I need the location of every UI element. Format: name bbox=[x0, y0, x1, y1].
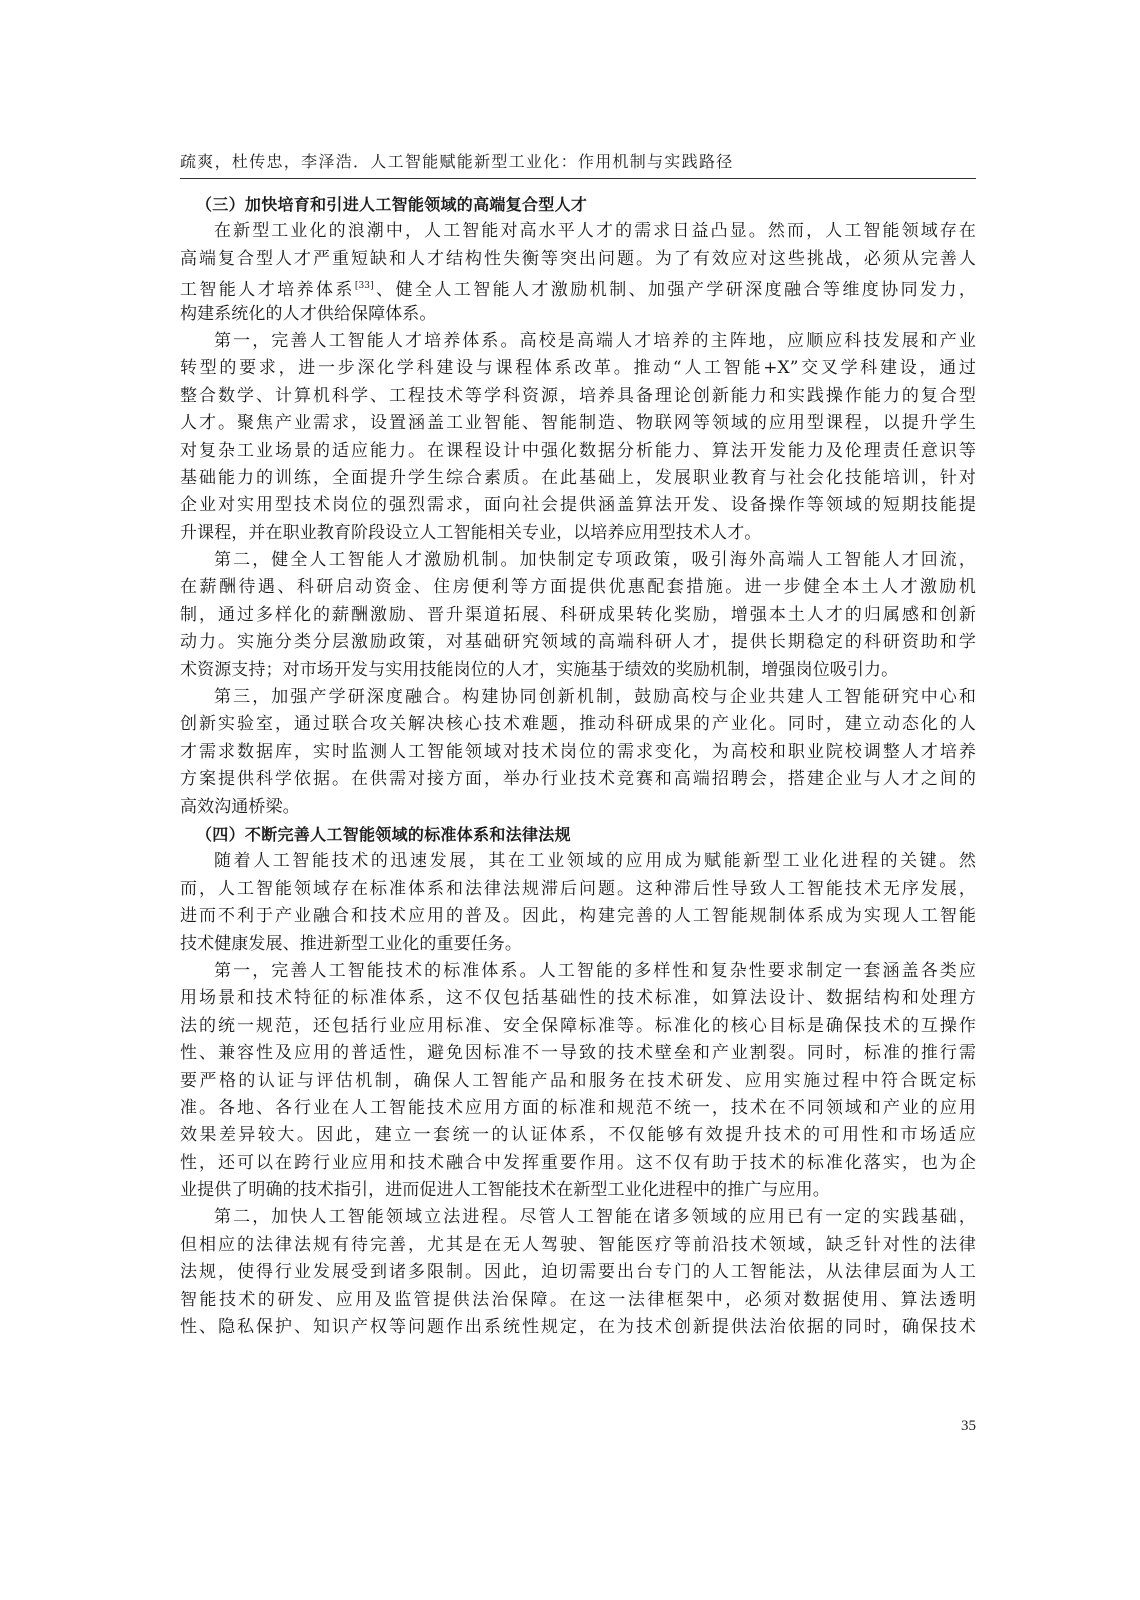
section-heading: （三）加快培育和引进人工智能领域的高端复合型人才 bbox=[196, 195, 588, 214]
text-line: 随着人工智能技术的迅速发展，其在工业领域的应用成为赋能新型工业化进程的关键。然 bbox=[214, 851, 976, 872]
text-line: 创新实验室，通过联合攻关解决核心技术难题，推动科研成果的产业化。同时，建立动态化的人 bbox=[180, 714, 976, 735]
paragraph bbox=[180, 958, 976, 1205]
section-heading: （四）不断完善人工智能领域的标准体系和法律法规 bbox=[196, 824, 571, 844]
text-line: 而，人工智能领域存在标准体系和法律法规滞后问题。这种滞后性导致人工智能技术无序发展， bbox=[180, 878, 976, 899]
text-line: 企业对实用型技术岗位的强烈需求，面向社会提供涵盖算法开发、设备操作等领域的短期技能提 bbox=[180, 495, 976, 516]
text-line: 在新型工业化的浪潮中，人工智能对高水平人才的需求日益凸显。然而，人工智能领域存在 bbox=[214, 221, 976, 242]
text-line: 技术健康发展、推进新型工业化的重要任务。 bbox=[180, 933, 522, 954]
paragraph bbox=[180, 328, 976, 547]
text-line: 业提供了明确的技术指引，进而促进人工智能技术在新型工业化进程中的推广与应用。 bbox=[180, 1180, 830, 1201]
text-line: 第一，完善人工智能技术的标准体系。人工智能的多样性和复杂性要求制定一套涵盖各类应 bbox=[214, 960, 976, 981]
text-segment: 工智能人才培养体系 bbox=[180, 280, 355, 301]
citation-marker: [33] bbox=[354, 281, 374, 292]
paragraph bbox=[180, 547, 976, 684]
text-line: 制，通过多样化的薪酬激励、晋升渠道拓展、科研成果转化奖励，增强本土人才的归属感和创新 bbox=[180, 604, 976, 625]
article-body bbox=[180, 191, 976, 1341]
paragraph bbox=[180, 1204, 976, 1341]
paragraph bbox=[180, 218, 976, 328]
text-line: 高端复合型人才严重短缺和人才结构性失衡等突出问题。为了有效应对这些挑战，必须从完善人 bbox=[180, 248, 976, 269]
text-line: 效果差异较大。因此，建立一套统一的认证体系，不仅能够有效提升技术的可用性和市场适应 bbox=[180, 1125, 976, 1146]
text-line: 方案提供科学依据。在供需对接方面，举办行业技术竞赛和高端招聘会，搭建企业与人才之间的 bbox=[180, 769, 976, 790]
text-line: 要严格的认证与评估机制，确保人工智能产品和服务在技术研发、应用实施过程中符合既定标 bbox=[180, 1070, 976, 1091]
text-line: 才需求数据库，实时监测人工智能领域对技术岗位的需求变化，为高校和职业院校调整人才培养 bbox=[180, 741, 976, 762]
running-header: 疏爽，杜传忠，李泽浩．人工智能赋能新型工业化：作用机制与实践路径 bbox=[180, 152, 734, 171]
text-line: 人才。聚焦产业需求，设置涵盖工业智能、智能制造、物联网等领域的应用型课程，以提升学生 bbox=[180, 413, 976, 434]
text-line: 准。各地、各行业在人工智能技术应用方面的标准和规范不统一，技术在不同领域和产业的应用 bbox=[180, 1097, 976, 1118]
text-line: 升课程，并在职业教育阶段设立人工智能相关专业，以培养应用型技术人才。 bbox=[180, 522, 762, 543]
text-line: 第二，加快人工智能领域立法进程。尽管人工智能在诸多领域的应用已有一定的实践基础， bbox=[214, 1207, 976, 1228]
text-line: 在薪酬待遇、科研启动资金、住房便利等方面提供优惠配套措施。进一步健全本土人才激励机 bbox=[180, 577, 976, 598]
text-line: 性、隐私保护、知识产权等问题作出系统性规定，在为技术创新提供法治依据的同时，确保技术 bbox=[180, 1317, 976, 1338]
text-line bbox=[180, 273, 976, 300]
text-line: 高效沟通桥梁。 bbox=[180, 796, 300, 817]
header-divider bbox=[180, 178, 976, 179]
text-line: 基础能力的训练，全面提升学生综合素质。在此基础上，发展职业教育与社会化技能培训，针对 bbox=[180, 467, 976, 488]
text-line: 第一，完善人工智能人才培养体系。高校是高端人才培养的主阵地，应顺应科技发展和产业 bbox=[214, 330, 976, 351]
paragraph bbox=[180, 684, 976, 821]
text-line: 构建系统化的人才供给保障体系。 bbox=[180, 303, 437, 324]
text-line: 法的统一规范，还包括行业应用标准、安全保障标准等。标准化的核心目标是确保技术的互操作 bbox=[180, 1015, 976, 1036]
text-line: 但相应的法律法规有待完善，尤其是在无人驾驶、智能医疗等前沿技术领域，缺乏针对性的法律 bbox=[180, 1234, 976, 1255]
page-number: 35 bbox=[961, 1418, 976, 1434]
paragraph bbox=[180, 848, 976, 958]
text-line: 第三，加强产学研深度融合。构建协同创新机制，鼓励高校与企业共建人工智能研究中心和 bbox=[214, 687, 976, 708]
text-line: 动力。实施分类分层激励政策，对基础研究领域的高端科研人才，提供长期稳定的科研资助和学 bbox=[180, 632, 976, 653]
text-line: 智能技术的研发、应用及监管提供法治保障。在这一法律框架中，必须对数据使用、算法透明 bbox=[180, 1289, 976, 1310]
text-line: 整合数学、计算机科学、工程技术等学科资源，培养具备理论创新能力和实践操作能力的复合型 bbox=[180, 385, 976, 406]
text-line: 用场景和技术特征的标准体系，这不仅包括基础性的技术标准，如算法设计、数据结构和处理方 bbox=[180, 988, 976, 1009]
text-line: 性、兼容性及应用的普适性，避免因标准不一导致的技术壁垒和产业割裂。同时，标准的推行需 bbox=[180, 1043, 976, 1064]
text-line: 转型的要求，进一步深化学科建设与课程体系改革。推动“人工智能+X”交叉学科建设，通过 bbox=[180, 358, 976, 379]
text-line: 进而不利于产业融合和技术应用的普及。因此，构建完善的人工智能规制体系成为实现人工智能 bbox=[180, 906, 976, 927]
text-line: 对复杂工业场景的适应能力。在课程设计中强化数据分析能力、算法开发能力及伦理责任意识等 bbox=[180, 440, 976, 461]
text-segment: 、健全人工智能人才激励机制、加强产学研深度融合等维度协同发力， bbox=[373, 280, 976, 301]
text-line: 第二，健全人工智能人才激励机制。加快制定专项政策，吸引海外高端人工智能人才回流， bbox=[214, 550, 976, 571]
text-line: 法规，使得行业发展受到诸多限制。因此，迫切需要出台专门的人工智能法，从法律层面为人工 bbox=[180, 1262, 976, 1283]
text-line: 性，还可以在跨行业应用和技术融合中发挥重要作用。这不仅有助于技术的标准化落实，也为企 bbox=[180, 1152, 976, 1173]
text-line: 术资源支持；对市场开发与实用技能岗位的人才，实施基于绩效的奖励机制，增强岗位吸引力。 bbox=[180, 659, 899, 680]
